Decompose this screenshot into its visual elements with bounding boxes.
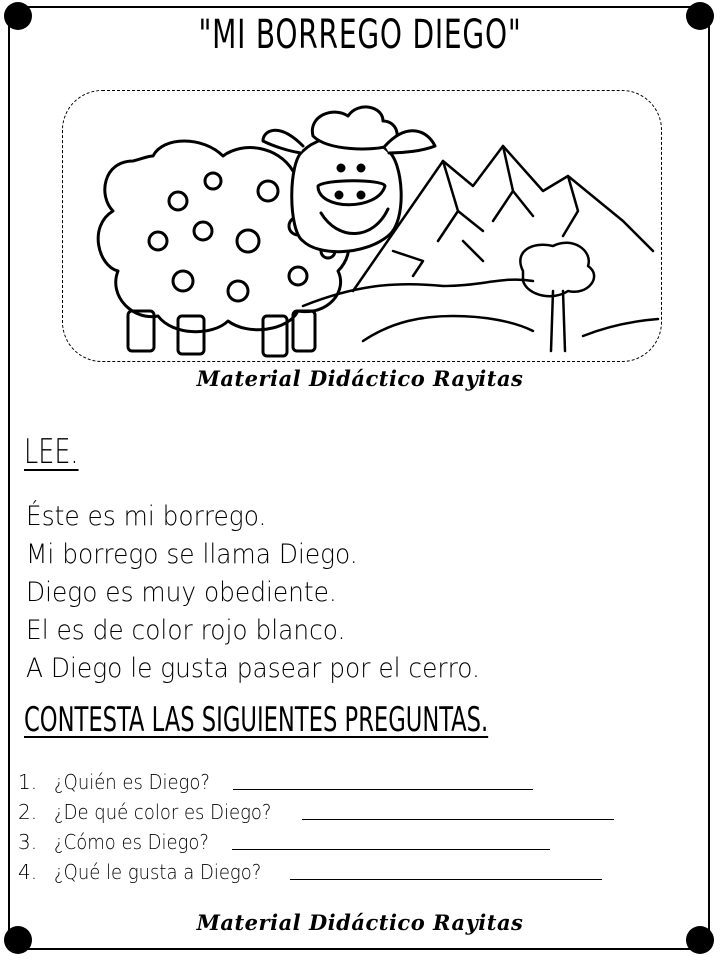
sheep-illustration-frame	[62, 90, 662, 362]
corner-dot-top-right	[686, 2, 714, 30]
reading-line: Diego es muy obediente.	[26, 577, 337, 608]
reading-line: El es de color rojo blanco.	[26, 615, 346, 646]
question-item	[18, 794, 614, 824]
answer-line[interactable]	[233, 788, 533, 790]
reading-line: Mi borrego se llama Diego.	[26, 539, 358, 570]
question-number: 2.	[18, 800, 38, 824]
hills-drawing	[303, 280, 658, 341]
question-text: ¿De qué color es Diego?	[54, 800, 272, 824]
question-number: 1.	[18, 770, 38, 794]
reading-heading: LEE.	[24, 432, 79, 472]
watermark-top: Material Didáctico Rayitas	[196, 366, 524, 391]
corner-dot-top-left	[4, 2, 32, 30]
question-text: ¿Quién es Diego?	[54, 770, 210, 794]
watermark-bottom: Material Didáctico Rayitas	[196, 910, 524, 935]
question-item	[18, 764, 614, 794]
questions-heading: CONTESTA LAS SIGUIENTES PREGUNTAS.	[24, 700, 489, 740]
sheep-drawing	[98, 107, 435, 356]
reading-text	[26, 498, 519, 688]
question-text: ¿Qué le gusta a Diego?	[54, 860, 262, 884]
question-item	[18, 824, 614, 854]
question-list	[18, 764, 614, 884]
reading-line: A Diego le gusta pasear por el cerro.	[26, 653, 480, 684]
answer-line[interactable]	[302, 818, 614, 820]
answer-line[interactable]	[232, 848, 550, 850]
question-number: 3.	[18, 830, 38, 854]
question-text: ¿Cómo es Diego?	[54, 830, 209, 854]
answer-line[interactable]	[290, 878, 602, 880]
sheep-illustration	[63, 91, 662, 362]
question-number: 4.	[18, 860, 38, 884]
worksheet-title: "MI BORREGO DIEGO"	[198, 12, 522, 58]
question-item	[18, 854, 614, 884]
reading-line: Éste es mi borrego.	[26, 501, 267, 532]
